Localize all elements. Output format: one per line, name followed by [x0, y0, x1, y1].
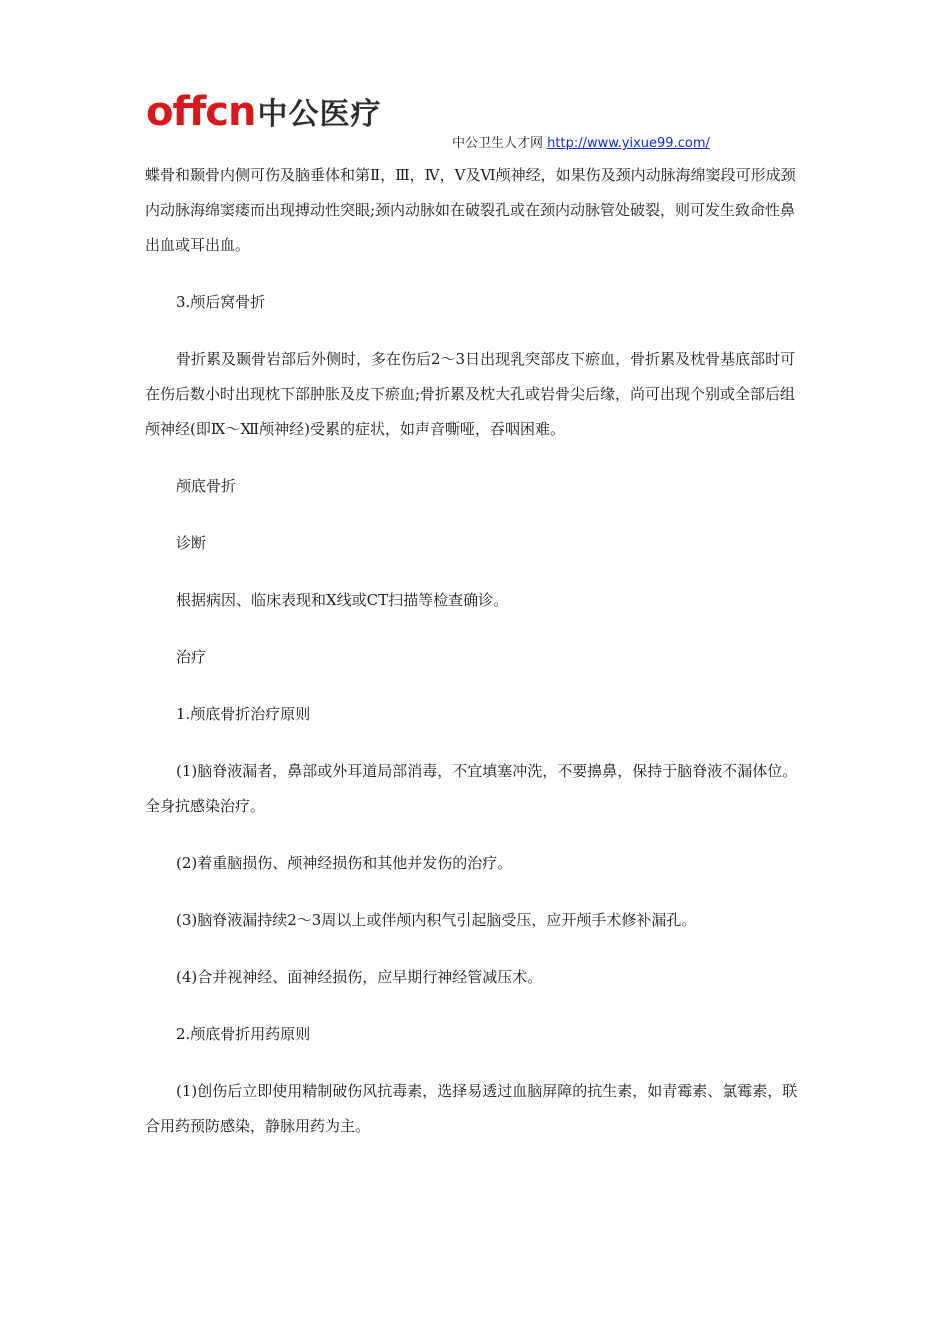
logo-chinese-text: 中公医疗	[257, 97, 382, 132]
heading-treatment-principles: 1.颅底骨折治疗原则	[176, 705, 311, 723]
paragraph-treatment-3: (3)脑脊液漏持续2～3周以上或伴颅内积气引起脑受压，应开颅手术修补漏孔。	[176, 911, 697, 929]
paragraph-medication-1: (1)创伤后立即使用精制破伤风抗毒素，选择易透过血脑屏障的抗生素，如青霉素、氯霉素，联合用药预防感染，静脉用药为主。	[145, 1082, 798, 1135]
document-body	[145, 158, 805, 1144]
paragraph-sphenoid: 蝶骨和颞骨内侧可伤及脑垂体和第Ⅱ，Ⅲ，Ⅳ，Ⅴ及Ⅵ颅神经，如果伤及颈内动脉海绵窦段可形成颈内动脉海绵窦瘘而出现搏动性突眼;颈内动脉如在破裂孔或在颈内动脉管处破裂，则可发生致命性鼻出血或耳出血。	[145, 166, 796, 254]
paragraph-diagnosis: 根据病因、临床表现和X线或CT扫描等检查确诊。	[176, 591, 509, 609]
site-label: 中公卫生人才网	[452, 136, 548, 151]
site-url-link[interactable]: http://www.yixue99.com/	[547, 136, 710, 151]
paragraph-posterior-fossa: 骨折累及颞骨岩部后外侧时，多在伤后2～3日出现乳突部皮下瘀血，骨折累及枕骨基底部时可在伤后数小时出现枕下部肿胀及皮下瘀血;骨折累及枕大孔或岩骨尖后缘，尚可出现个别或全部后组颅神经(即Ⅸ～Ⅻ颅神经)受累的症状，如声音嘶哑，吞咽困难。	[145, 350, 796, 438]
heading-diagnosis: 诊断	[176, 534, 207, 552]
heading-posterior-fossa-fracture: 3.颅后窝骨折	[176, 293, 266, 311]
heading-treatment: 治疗	[176, 648, 207, 666]
paragraph-treatment-4: (4)合并视神经、面神经损伤，应早期行神经管减压术。	[176, 968, 543, 986]
paragraph-treatment-2: (2)着重脑损伤、颅神经损伤和其他并发伤的治疗。	[176, 854, 513, 872]
offcn-logo	[146, 82, 382, 135]
heading-skull-base-fracture: 颅底骨折	[176, 477, 237, 495]
logo-latin-text: offcn	[146, 89, 256, 135]
paragraph-treatment-1: (1)脑脊液漏者，鼻部或外耳道局部消毒，不宜填塞冲洗，不要擤鼻，保持于脑脊液不漏体位。全身抗感染治疗。	[145, 762, 798, 815]
heading-medication-principles: 2.颅底骨折用药原则	[176, 1025, 311, 1043]
site-header-line	[452, 135, 710, 153]
